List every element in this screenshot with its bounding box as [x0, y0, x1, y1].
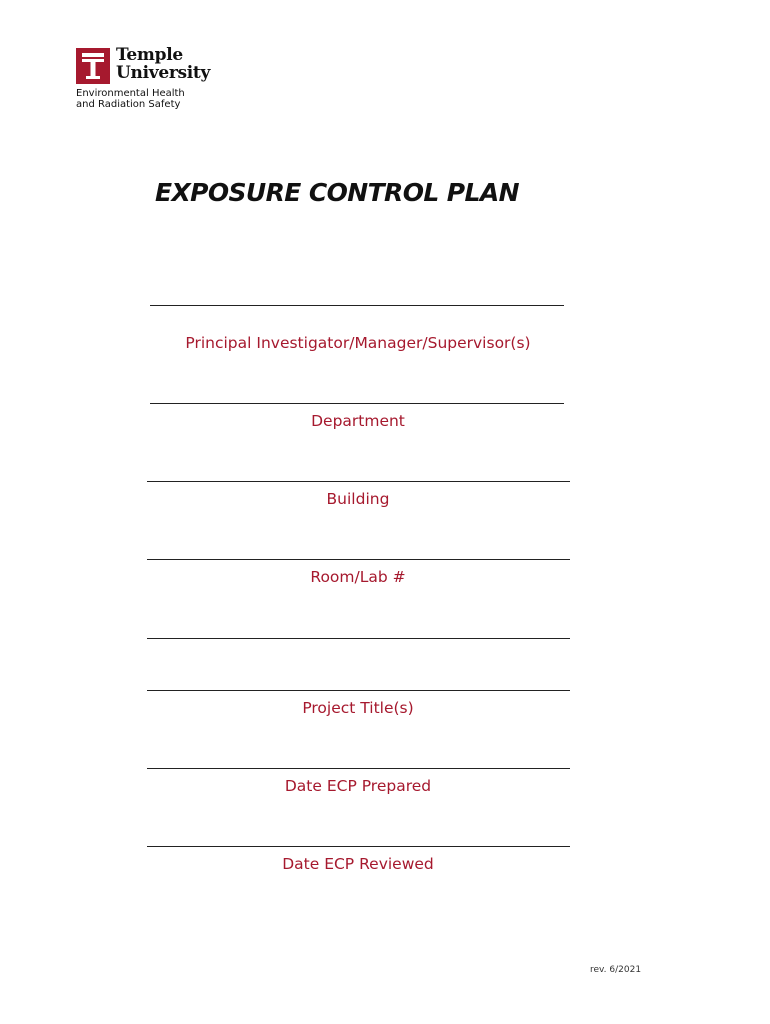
university-name-line2: University: [116, 63, 211, 83]
field-line-date-reviewed[interactable]: [147, 846, 570, 847]
field-line-room-lab[interactable]: [147, 559, 570, 560]
field-line-department[interactable]: [150, 403, 564, 404]
field-label-date-reviewed: Date ECP Reviewed: [282, 855, 434, 873]
department-name: [76, 88, 185, 110]
department-name-line2: and Radiation Safety: [76, 99, 181, 110]
field-label-principal-investigator: Principal Investigator/Manager/Supervisor(s): [185, 334, 531, 352]
field-label-project-title: Project Title(s): [302, 699, 414, 717]
field-label-date-prepared: Date ECP Prepared: [284, 777, 432, 795]
field-label-department: Department: [311, 412, 405, 430]
department-name-line1: Environmental Health: [76, 88, 185, 99]
field-line-extra[interactable]: [147, 638, 570, 639]
document-title: EXPOSURE CONTROL PLAN: [155, 178, 519, 207]
revision-date: rev. 6/2021: [590, 965, 642, 975]
temple-t-logo-icon: [76, 48, 110, 84]
field-label-room-lab: Room/Lab #: [310, 568, 406, 586]
field-line-date-prepared[interactable]: [147, 768, 570, 769]
field-line-project-title[interactable]: [147, 690, 570, 691]
university-name: [116, 46, 210, 82]
field-label-building: Building: [326, 490, 390, 508]
field-line-principal-investigator[interactable]: [150, 305, 564, 306]
university-name-line1: Temple: [116, 45, 183, 65]
field-line-building[interactable]: [147, 481, 570, 482]
temple-university-logo: [76, 46, 236, 112]
